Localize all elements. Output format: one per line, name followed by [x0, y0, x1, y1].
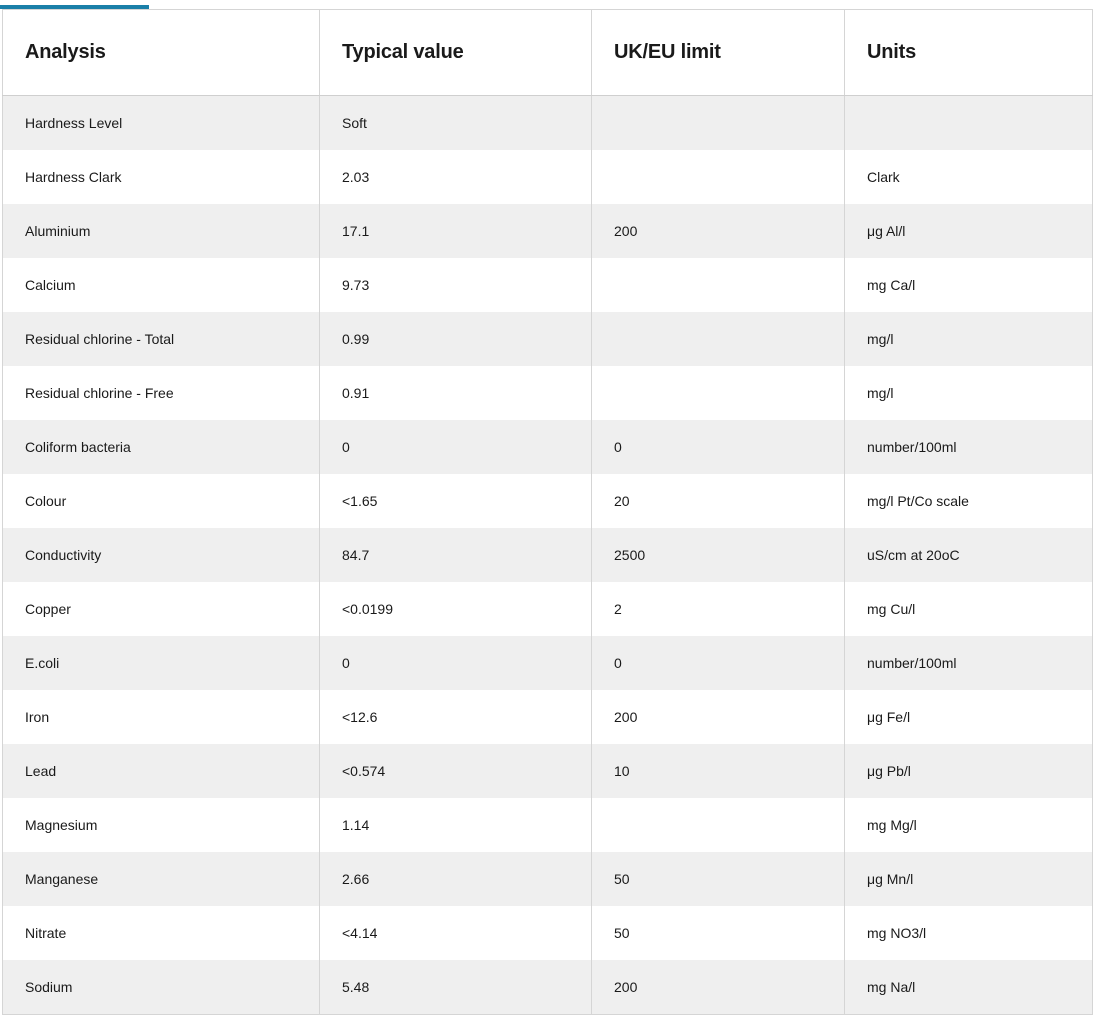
table-row: [3, 744, 1093, 798]
cell-units: μg Al/l: [845, 204, 1093, 258]
cell-typical-value: <4.14: [320, 906, 592, 960]
column-header-typical-value: Typical value: [320, 10, 592, 96]
cell-typical-value: 2.66: [320, 852, 592, 906]
cell-typical-value: 84.7: [320, 528, 592, 582]
cell-typical-value: 9.73: [320, 258, 592, 312]
cell-analysis: Copper: [3, 582, 320, 636]
cell-units: mg/l Pt/Co scale: [845, 474, 1093, 528]
cell-analysis: Iron: [3, 690, 320, 744]
cell-analysis: Hardness Clark: [3, 150, 320, 204]
cell-analysis: Magnesium: [3, 798, 320, 852]
cell-uk-eu-limit: 200: [592, 204, 845, 258]
cell-units: mg Mg/l: [845, 798, 1093, 852]
table-row: [3, 258, 1093, 312]
cell-typical-value: <1.65: [320, 474, 592, 528]
table-row: [3, 150, 1093, 204]
table-row: [3, 204, 1093, 258]
cell-analysis: Residual chlorine - Free: [3, 366, 320, 420]
cell-uk-eu-limit: 200: [592, 960, 845, 1015]
cell-uk-eu-limit: 10: [592, 744, 845, 798]
cell-units: uS/cm at 20oC: [845, 528, 1093, 582]
cell-uk-eu-limit: 0: [592, 420, 845, 474]
cell-units: [845, 96, 1093, 151]
cell-analysis: Lead: [3, 744, 320, 798]
cell-typical-value: <12.6: [320, 690, 592, 744]
cell-units: μg Fe/l: [845, 690, 1093, 744]
cell-units: mg Cu/l: [845, 582, 1093, 636]
cell-analysis: Sodium: [3, 960, 320, 1015]
water-quality-table-container: [2, 9, 1092, 1015]
cell-typical-value: Soft: [320, 96, 592, 151]
cell-units: mg/l: [845, 366, 1093, 420]
table-body: [3, 96, 1093, 1015]
table-row: [3, 690, 1093, 744]
cell-typical-value: 0.99: [320, 312, 592, 366]
cell-uk-eu-limit: 0: [592, 636, 845, 690]
cell-units: μg Pb/l: [845, 744, 1093, 798]
table-row: [3, 474, 1093, 528]
cell-typical-value: 17.1: [320, 204, 592, 258]
table-row: [3, 366, 1093, 420]
table-row: [3, 582, 1093, 636]
table-row: [3, 528, 1093, 582]
cell-uk-eu-limit: [592, 96, 845, 151]
cell-uk-eu-limit: 50: [592, 906, 845, 960]
column-header-units: Units: [845, 10, 1093, 96]
cell-analysis: Calcium: [3, 258, 320, 312]
cell-units: Clark: [845, 150, 1093, 204]
table-row: [3, 852, 1093, 906]
cell-uk-eu-limit: 50: [592, 852, 845, 906]
cell-analysis: Colour: [3, 474, 320, 528]
cell-uk-eu-limit: 2: [592, 582, 845, 636]
table-row: [3, 960, 1093, 1015]
cell-units: mg/l: [845, 312, 1093, 366]
table-row: [3, 312, 1093, 366]
cell-uk-eu-limit: 2500: [592, 528, 845, 582]
cell-typical-value: 2.03: [320, 150, 592, 204]
cell-uk-eu-limit: [592, 798, 845, 852]
cell-typical-value: 1.14: [320, 798, 592, 852]
cell-uk-eu-limit: [592, 366, 845, 420]
table-row: [3, 636, 1093, 690]
cell-typical-value: <0.574: [320, 744, 592, 798]
cell-units: mg NO3/l: [845, 906, 1093, 960]
cell-analysis: Manganese: [3, 852, 320, 906]
column-header-analysis: Analysis: [3, 10, 320, 96]
table-header-row: [3, 10, 1093, 96]
table-row: [3, 798, 1093, 852]
cell-units: number/100ml: [845, 420, 1093, 474]
cell-units: number/100ml: [845, 636, 1093, 690]
cell-uk-eu-limit: [592, 312, 845, 366]
cell-units: μg Mn/l: [845, 852, 1093, 906]
cell-units: mg Na/l: [845, 960, 1093, 1015]
cell-analysis: Nitrate: [3, 906, 320, 960]
cell-typical-value: 5.48: [320, 960, 592, 1015]
column-header-uk-eu-limit: UK/EU limit: [592, 10, 845, 96]
cell-uk-eu-limit: 20: [592, 474, 845, 528]
cell-typical-value: 0.91: [320, 366, 592, 420]
cell-analysis: Conductivity: [3, 528, 320, 582]
cell-typical-value: 0: [320, 636, 592, 690]
table-row: [3, 420, 1093, 474]
cell-typical-value: <0.0199: [320, 582, 592, 636]
cell-analysis: Hardness Level: [3, 96, 320, 151]
table-row: [3, 96, 1093, 151]
water-quality-table: [2, 9, 1093, 1015]
cell-uk-eu-limit: [592, 150, 845, 204]
cell-typical-value: 0: [320, 420, 592, 474]
cell-analysis: Residual chlorine - Total: [3, 312, 320, 366]
table-row: [3, 906, 1093, 960]
cell-analysis: Aluminium: [3, 204, 320, 258]
cell-units: mg Ca/l: [845, 258, 1093, 312]
cell-analysis: E.coli: [3, 636, 320, 690]
cell-uk-eu-limit: 200: [592, 690, 845, 744]
cell-analysis: Coliform bacteria: [3, 420, 320, 474]
cell-uk-eu-limit: [592, 258, 845, 312]
